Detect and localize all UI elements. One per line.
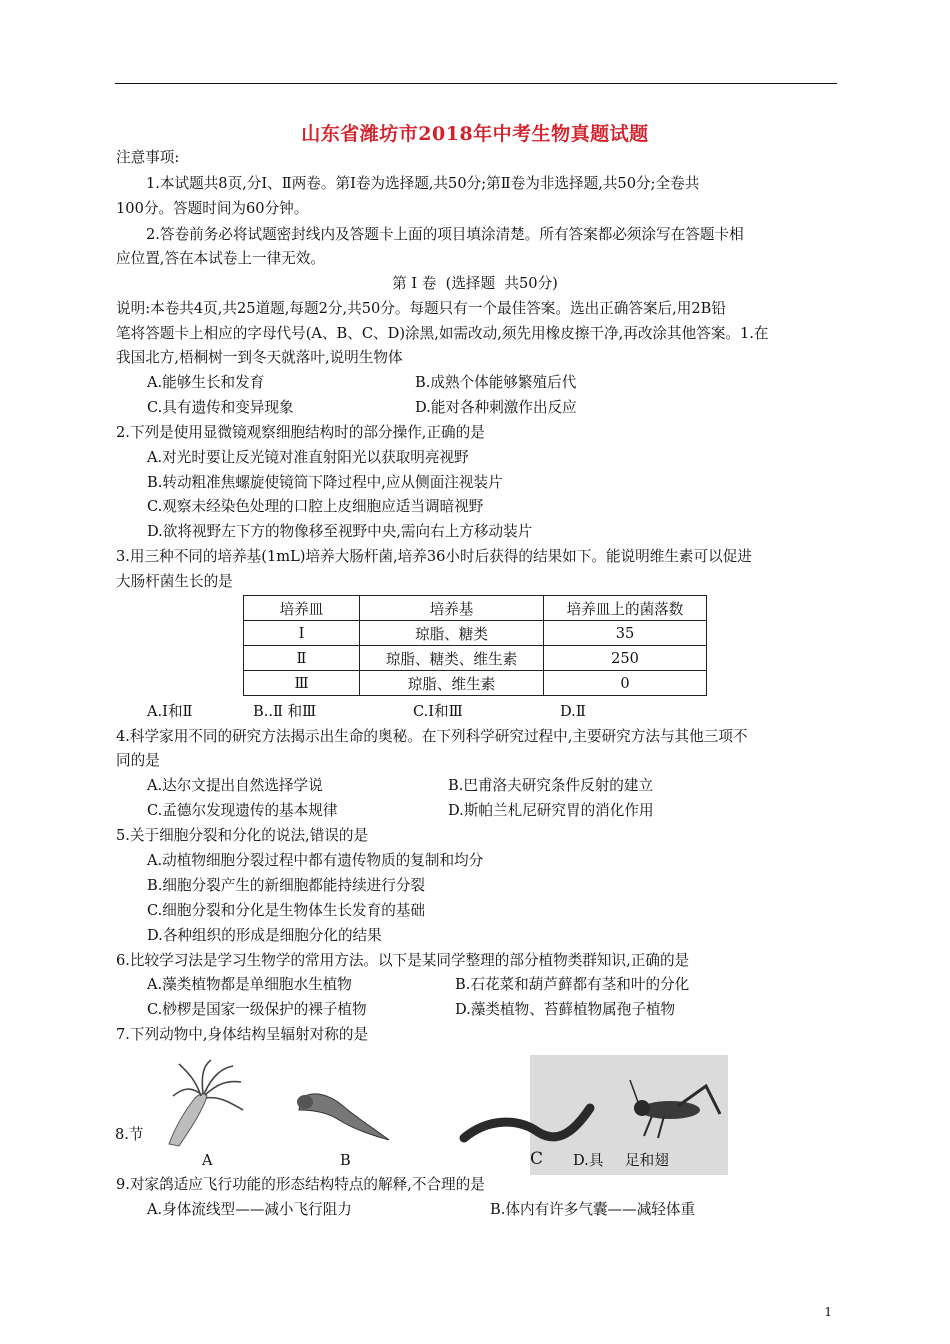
q6-option-a: A.藻类植物都是单细胞水生植物	[147, 976, 352, 993]
q4-option-a: A.达尔文提出自然选择学说	[147, 777, 323, 794]
table-cell: 琼脂、糖类、维生素	[360, 646, 544, 671]
notice-line: 应位置,答在本试卷上一律无效。	[116, 250, 325, 267]
q4-option-b: B.巴甫洛夫研究条件反射的建立	[448, 777, 654, 794]
q5-option-b: B.细胞分裂产生的新细胞都能持续进行分裂	[147, 877, 426, 894]
q7-figure-row	[0, 1050, 950, 1175]
table-cell: Ⅱ	[244, 646, 360, 671]
table-cell: 250	[544, 646, 707, 671]
q2-option-c: C.观察未经染色处理的口腔上皮细胞应适当调暗视野	[147, 498, 484, 515]
table-header: 培养皿上的菌落数	[544, 596, 707, 621]
planarian-illustration	[293, 1088, 393, 1148]
figure-label-b: B	[340, 1152, 351, 1169]
q8-stem-fragment: 8.节	[115, 1126, 144, 1143]
q9-option-b: B.体内有许多气囊——减轻体重	[490, 1201, 696, 1218]
q4-stem: 4.科学家用不同的研究方法揭示出生命的奥秘。在下列科学研究过程中,主要研究方法与其他三项不	[116, 728, 748, 745]
q5-option-a: A.动植物细胞分裂过程中都有遗传物质的复制和均分	[147, 852, 484, 869]
q5-option-d: D.各种组织的形成是细胞分化的结果	[147, 927, 382, 944]
notice-line: 1.本试题共8页,分Ⅰ、Ⅱ两卷。第Ⅰ卷为选择题,共50分;第Ⅱ卷为非选择题,共50分;全卷共	[146, 175, 700, 192]
table-cell: Ⅲ	[244, 671, 360, 696]
q1-option-c: C.具有遗传和变异现象	[147, 399, 294, 416]
section-heading: 第 Ⅰ 卷 (选择题 共50分)	[392, 275, 558, 292]
table-cell: Ⅰ	[244, 621, 360, 646]
q4-stem: 同的是	[116, 752, 160, 769]
instruction-line: 笔将答题卡上相应的字母代号(A、B、C、D)涂黑,如需改动,须先用橡皮擦干净,再改涂其他答案。1.在	[116, 325, 769, 342]
q2-option-a: A.对光时要让反光镜对准直射阳光以获取明亮视野	[147, 449, 469, 466]
q3-stem: 大肠杆菌生长的是	[116, 573, 233, 590]
q2-stem: 2.下列是使用显微镜观察细胞结构时的部分操作,正确的是	[116, 424, 485, 441]
instruction-line: 我国北方,梧桐树一到冬天就落叶,说明生物体	[116, 349, 403, 366]
top-rule	[115, 83, 837, 84]
q1-option-b: B.成熟个体能够繁殖后代	[415, 374, 577, 391]
figure-label-c: C	[530, 1149, 544, 1169]
q9-stem: 9.对家鸽适应飞行功能的形态结构特点的解释,不合理的是	[116, 1176, 485, 1193]
table-cell: 琼脂、维生素	[360, 671, 544, 696]
q8-option-d-fragment: D.具	[573, 1152, 604, 1169]
table-row	[244, 646, 707, 671]
q6-stem: 6.比较学习法是学习生物学的常用方法。以下是某同学整理的部分植物类群知识,正确的是	[116, 952, 690, 969]
table-header: 培养皿	[244, 596, 360, 621]
q2-option-d: D.欲将视野左下方的物像移至视野中央,需向右上方移动装片	[147, 523, 533, 540]
q1-option-a: A.能够生长和发育	[147, 374, 265, 391]
q4-option-d: D.斯帕兰札尼研究胃的消化作用	[448, 802, 654, 819]
page-title: 山东省潍坊市2018年中考生物真题试题	[301, 123, 649, 145]
q4-option-c: C.孟德尔发现遗传的基本规律	[147, 802, 338, 819]
q3-option-d: D.Ⅱ	[560, 703, 586, 720]
table-cell: 琼脂、糖类	[360, 621, 544, 646]
table-cell: 35	[544, 621, 707, 646]
instruction-line: 说明:本卷共4页,共25道题,每题2分,共50分。每题只有一个最佳答案。选出正确答案后,用2B铅	[116, 300, 726, 317]
q9-option-a: A.身体流线型——减小飞行阻力	[147, 1201, 352, 1218]
notice-line: 100分。答题时间为60分钟。	[116, 200, 309, 217]
q6-option-b: B.石花菜和葫芦藓都有茎和叶的分化	[455, 976, 690, 993]
notice-heading: 注意事项:	[116, 149, 180, 166]
q8-option-d-tail: 足和翅	[625, 1152, 669, 1169]
grasshopper-illustration	[628, 1078, 726, 1148]
table-row	[244, 621, 707, 646]
q5-option-c: C.细胞分裂和分化是生物体生长发育的基础	[147, 902, 425, 919]
q3-table	[243, 595, 707, 696]
notice-line: 2.答卷前务必将试题密封线内及答题卡上面的项目填涂清楚。所有答案都必须涂写在答题卡相	[146, 226, 744, 243]
q1-option-d: D.能对各种刺激作出反应	[415, 399, 577, 416]
q7-stem: 7.下列动物中,身体结构呈辐射对称的是	[116, 1026, 369, 1043]
q3-option-c: C.Ⅰ和Ⅲ	[413, 703, 463, 720]
figure-label-a: A	[202, 1152, 213, 1169]
q5-stem: 5.关于细胞分裂和分化的说法,错误的是	[116, 827, 369, 844]
q3-option-b: B..Ⅱ 和Ⅲ	[253, 703, 317, 720]
q2-option-b: B.转动粗准焦螺旋使镜筒下降过程中,应从侧面注视装片	[147, 474, 503, 491]
table-header-row	[244, 596, 707, 621]
hydra-illustration	[155, 1058, 250, 1153]
table-header: 培养基	[360, 596, 544, 621]
q6-option-d: D.藻类植物、苔藓植物属孢子植物	[455, 1001, 676, 1018]
q3-stem: 3.用三种不同的培养基(1mL)培养大肠杆菌,培养36小时后获得的结果如下。能说明维生素可以促进	[116, 548, 752, 565]
q6-option-c: C.桫椤是国家一级保护的裸子植物	[147, 1001, 367, 1018]
table-row	[244, 671, 707, 696]
table-cell: 0	[544, 671, 707, 696]
q3-option-a: A.Ⅰ和Ⅱ	[147, 703, 193, 720]
page-number: 1	[824, 1305, 832, 1319]
earthworm-illustration	[458, 1098, 598, 1158]
